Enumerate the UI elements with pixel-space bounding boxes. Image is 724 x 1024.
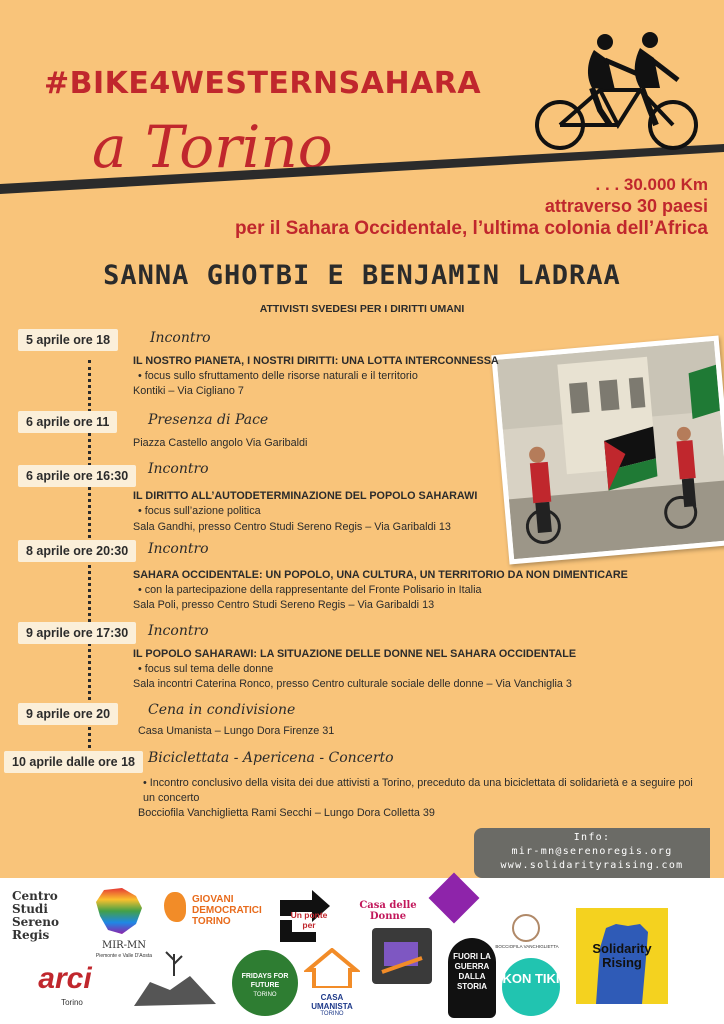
activists-photo <box>491 335 724 564</box>
logo-fuori-la-guerra <box>448 938 496 1018</box>
logo-kontiki-text: KON TIKI <box>502 971 560 986</box>
event-kind: Incontro <box>148 461 209 477</box>
event-title: IL POPOLO SAHARAWI: LA SITUAZIONE DELLE DONNE NEL SAHARA OCCIDENTALE <box>133 648 577 660</box>
pencil-book-icon <box>372 928 432 984</box>
logo-mir: MIR-MN <box>101 940 147 951</box>
city-title: a Torino <box>92 113 333 181</box>
event-bullet-text: focus sul tema delle donne <box>144 663 274 675</box>
event-place: Sala Gandhi, presso Centro Studi Sereno Regis – Via Garibaldi 13 <box>133 521 451 533</box>
bocciofila-emblem-icon <box>512 914 540 942</box>
event-date: 6 aprile ore 16:30 <box>18 465 136 487</box>
logo-casa-umanista <box>304 948 360 1018</box>
hashtag-title: #BIKE4WESTERNSAHARA <box>44 66 482 101</box>
house-icon <box>304 948 360 988</box>
event-date: 9 aprile ore 20 <box>18 703 118 725</box>
logo-fuori-text: FUORI LA GUERRA DALLA STORIA <box>453 952 491 991</box>
event-place: Sala Poli, presso Centro Studi Sereno Regis – Via Garibaldi 13 <box>133 599 435 611</box>
distance-text: . . . 30.000 Km <box>595 175 708 194</box>
logo-arci: arci <box>38 962 92 995</box>
logo-giovani-democratici: GIOVANI DEMOCRATICI TORINO <box>192 894 262 927</box>
event-kind: Incontro <box>150 330 211 346</box>
event-bullet: • Incontro conclusivo della visita dei due attivisti a Torino, preceduto da una biciclettata di solidarietà e a seguire poi un concerto <box>143 777 693 804</box>
info-email[interactable]: mir-mn@serenoregis.org <box>511 846 673 857</box>
tagline-text: per il Sahara Occidentale, l’ultima colonia dell’Africa <box>234 218 708 239</box>
event-title: SAHARA OCCIDENTALE: UN POPOLO, UNA CULTURA, UN TERRITORIO DA NON DIMENTICARE <box>133 569 628 581</box>
event-date: 6 aprile ore 11 <box>18 411 117 433</box>
logo-casa-donne: Casa delle Donne <box>359 900 417 922</box>
event-title: IL NOSTRO PIANETA, I NOSTRI DIRITTI: UNA LOTTA INTERCONNESSA <box>133 355 499 367</box>
tree-rocks-icon <box>130 946 220 1012</box>
logo-tree-rocks <box>130 946 220 1012</box>
event-place: Bocciofila Vanchiglietta Rami Secchi – Lungo Dora Colletta 39 <box>138 807 435 819</box>
event-bullet-text: focus sull’azione politica <box>144 505 261 517</box>
event-kind: Cena in condivisione <box>148 702 296 718</box>
countries-text: attraverso 30 paesi <box>544 196 708 216</box>
gd-logo-icon <box>164 892 186 922</box>
logo-bocciofila: BOCCIOFILA VANCHIGLIETTA <box>495 944 559 949</box>
logo-casa-umanista-text: CASA UMANISTA <box>311 993 353 1011</box>
event-bullet-text: focus sullo sfruttamento delle risorse naturali e il territorio <box>144 370 418 382</box>
logo-solidarity-text: Solidarity Rising <box>592 941 652 970</box>
event-date: 8 aprile ore 20:30 <box>18 540 136 562</box>
logo-fridays-for-future <box>232 950 298 1016</box>
logo-solidarity-rising <box>576 908 668 1004</box>
event-date: 10 aprile dalle ore 18 <box>4 751 143 773</box>
event-kind: Incontro <box>148 623 209 639</box>
event-bullet-text: Incontro conclusivo della visita dei due attivisti a Torino, preceduto da una biciclettata di solidarietà e a seguire poi un concerto <box>143 777 693 804</box>
logo-ponte-text: Un ponte per <box>290 910 328 930</box>
casa-donne-diamond-icon <box>429 873 480 924</box>
event-title: IL DIRITTO ALL’AUTODETERMINAZIONE DEL POPOLO SAHARAWI <box>133 490 478 502</box>
event-place: Casa Umanista – Lungo Dora Firenze 31 <box>138 725 335 737</box>
logo-casa-umanista-city: TORINO <box>320 1011 344 1017</box>
info-website[interactable]: www.solidarityraising.com <box>500 860 684 871</box>
info-box <box>474 828 710 878</box>
event-date: 9 aprile ore 17:30 <box>18 622 136 644</box>
logo-mir-map <box>92 886 152 938</box>
logo-fff-city: TORINO <box>253 992 277 998</box>
event-date: 5 aprile ore 18 <box>18 329 118 351</box>
tandem-cyclists-icon <box>530 30 702 150</box>
event-kind: Biciclettata - Apericena - Concerto <box>148 750 394 766</box>
event-place: Piazza Castello angolo Via Garibaldi <box>133 437 308 449</box>
logos-footer <box>0 878 724 1024</box>
logo-centro-studi: Centro Studi Sereno Regis <box>12 889 59 942</box>
event-kind: Presenza di Pace <box>148 412 269 428</box>
event-bullet: • con la partecipazione della rappresentante del Fronte Polisario in Italia <box>138 584 482 596</box>
event-place: Sala incontri Caterina Ronco, presso Centro culturale sociale delle donne – Via Vanchiglia 3 <box>133 678 572 690</box>
event-bullet: • focus sul tema delle donne <box>138 663 274 675</box>
event-kind: Incontro <box>148 541 209 557</box>
event-place: Kontiki – Via Cigliano 7 <box>133 385 244 397</box>
logo-arci-city: Torino <box>61 998 83 1007</box>
speakers-subtitle: ATTIVISTI SVEDESI PER I DIRITTI UMANI <box>259 303 465 315</box>
logo-fff-text: FRIDAYS FOR FUTURE <box>241 973 289 989</box>
logo-mir-sub: Piemonte e Valle D'Aosta <box>95 953 153 959</box>
info-label: Info: <box>573 832 611 843</box>
event-bullet: • focus sullo sfruttamento delle risorse naturali e il territorio <box>138 370 418 382</box>
speakers-names: SANNA GHOTBI E BENJAMIN LADRAA <box>103 260 621 291</box>
logo-kontiki <box>502 958 560 1016</box>
event-bullet-text: con la partecipazione della rappresentante del Fronte Polisario in Italia <box>144 584 482 596</box>
piemonte-map-icon <box>92 886 152 938</box>
event-bullet: • focus sull’azione politica <box>138 505 261 517</box>
